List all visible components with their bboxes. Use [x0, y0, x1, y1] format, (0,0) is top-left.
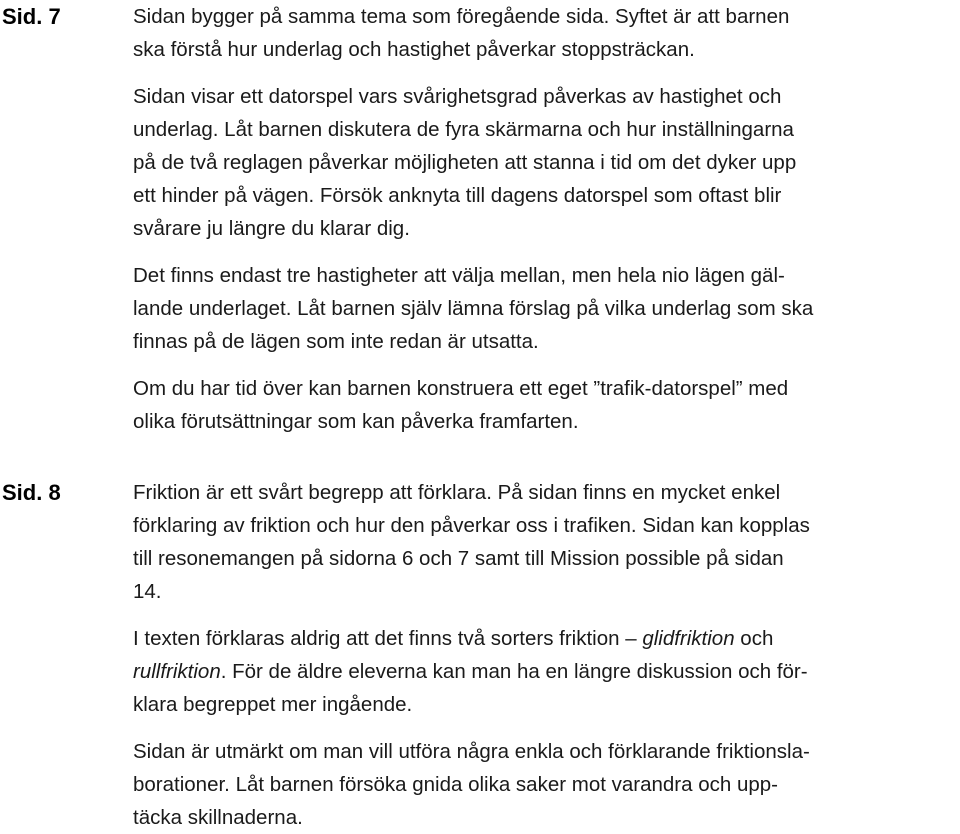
text-line: finnas på de lägen som inte redan är utsatta.: [133, 330, 539, 353]
section-heading: Sid. 8: [2, 480, 61, 505]
section-heading: Sid. 7: [2, 4, 61, 29]
text-line: ska förstå hur underlag och hastighet påverkar stoppsträckan.: [133, 38, 695, 61]
text-line: borationer. Låt barnen försöka gnida olika saker mot varandra och upp-: [133, 773, 778, 796]
text-line: klara begreppet mer ingående.: [133, 693, 413, 716]
paragraph: [133, 735, 953, 834]
text-line: lande underlaget. Låt barnen själv lämna förslag på vilka underlag som ska: [133, 297, 814, 320]
text-line: ett hinder på vägen. Försök anknyta till dagens datorspel som oftast blir: [133, 184, 782, 207]
text-line: till resonemangen på sidorna 6 och 7 samt till Mission possible på sidan: [133, 547, 784, 570]
term-glidfriktion: glidfriktion: [642, 627, 735, 650]
text-line: Friktion är ett svårt begrepp att förklara. På sidan finns en mycket enkel: [133, 481, 781, 504]
text-line: på de två reglagen påverkar möjligheten att stanna i tid om det dyker upp: [133, 151, 797, 174]
text-line: förklaring av friktion och hur den påverkar oss i trafiken. Sidan kan kopplas: [133, 514, 810, 537]
paragraph: [133, 259, 953, 358]
text-line: Sidan bygger på samma tema som föregående sida. Syftet är att barnen: [133, 5, 790, 28]
text-line: täcka skillnaderna.: [133, 806, 303, 829]
text-line: Det finns endast tre hastigheter att välja mellan, men hela nio lägen gäl-: [133, 264, 785, 287]
text-line: [133, 655, 953, 688]
text-run: . För de äldre eleverna kan man ha en längre diskussion och för-: [220, 660, 808, 683]
term-rullfriktion: rullfriktion: [133, 660, 221, 683]
section-body: [133, 476, 953, 834]
text-line: olika förutsättningar som kan påverka framfarten.: [133, 410, 579, 433]
text-line: Sidan visar ett datorspel vars svårighetsgrad påverkas av hastighet och: [133, 85, 782, 108]
paragraph: [133, 80, 953, 245]
text-run: och: [734, 627, 774, 650]
paragraph: [133, 372, 953, 438]
text-line: Om du har tid över kan barnen konstruera ett eget ”trafik-datorspel” med: [133, 377, 789, 400]
paragraph: [133, 476, 953, 608]
text-line: 14.: [133, 580, 162, 603]
section-body: [133, 0, 953, 438]
text-line: [133, 622, 953, 655]
paragraph: [133, 0, 953, 66]
text-line: underlag. Låt barnen diskutera de fyra skärmarna och hur inställningarna: [133, 118, 794, 141]
text-line: svårare ju längre du klarar dig.: [133, 217, 410, 240]
paragraph: [133, 622, 953, 721]
text-run: I texten förklaras aldrig att det finns två sorters friktion –: [133, 627, 643, 650]
text-line: Sidan är utmärkt om man vill utföra några enkla och förklarande friktionsla-: [133, 740, 810, 763]
